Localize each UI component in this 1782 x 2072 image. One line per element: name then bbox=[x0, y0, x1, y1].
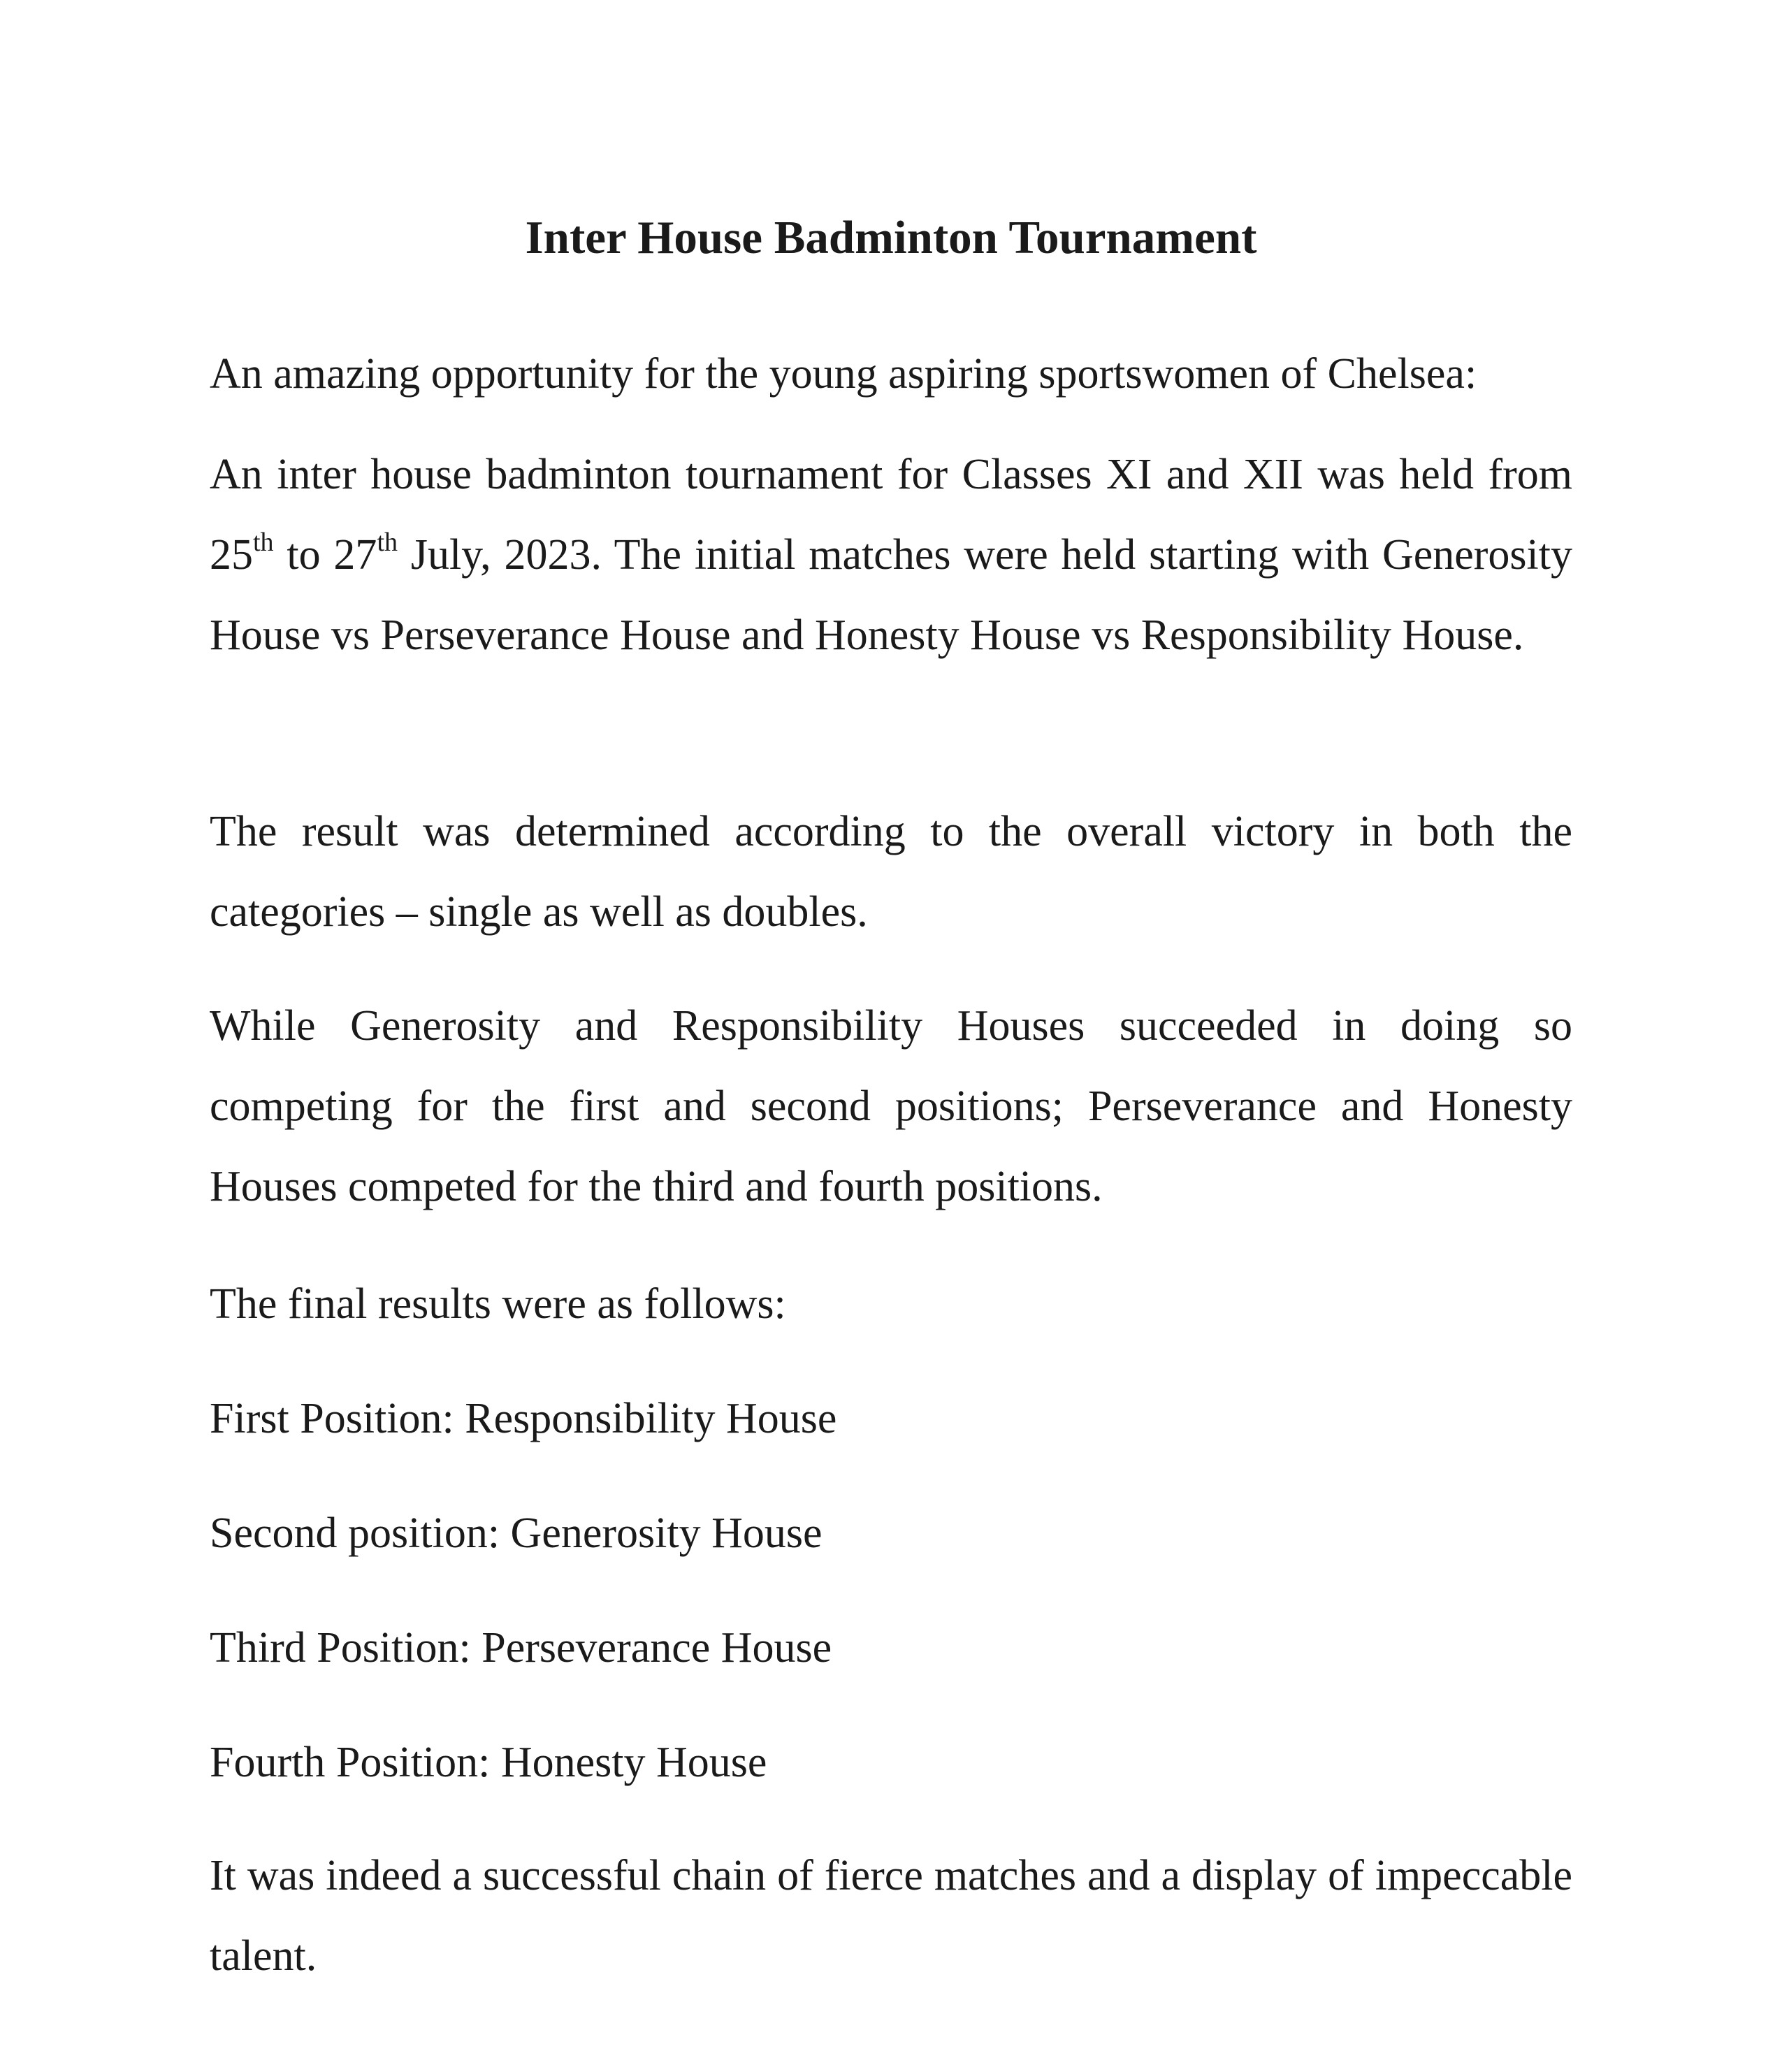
result-method-paragraph: The result was determined according to the overall victory in both the categories – single as well as doubles. bbox=[210, 808, 1572, 936]
results-heading: The final results were as follows: bbox=[210, 1280, 786, 1328]
ordinal-suffix: th bbox=[377, 528, 398, 557]
details-paragraph bbox=[210, 435, 1572, 676]
result-item: Third Position: Perseverance House bbox=[210, 1624, 832, 1672]
document-title: Inter House Badminton Tournament bbox=[525, 212, 1257, 263]
result-item: First Position: Responsibility House bbox=[210, 1395, 837, 1442]
ordinal-suffix: th bbox=[253, 528, 274, 557]
competition-paragraph: While Generosity and Responsibility Houses succeeded in doing so competing for the first and second positions; Perseverance and Honesty Houses competed for the third and fourth positions. bbox=[210, 1002, 1572, 1210]
details-text-3: July, 2023. The initial matches were held starting with Generosity House vs Perseverance House and Honesty House vs Responsibility House. bbox=[210, 531, 1572, 659]
details-text-2: to 27 bbox=[273, 531, 377, 579]
details-text-1: An inter house badminton tournament for Classes XI and XII was held from 25 bbox=[210, 451, 1572, 579]
result-item: Fourth Position: Honesty House bbox=[210, 1739, 767, 1786]
intro-paragraph: An amazing opportunity for the young aspiring sportswomen of Chelsea: bbox=[210, 350, 1477, 398]
result-item: Second position: Generosity House bbox=[210, 1509, 823, 1557]
closing-paragraph: It was indeed a successful chain of fierce matches and a display of impeccable talent. bbox=[210, 1852, 1572, 1980]
